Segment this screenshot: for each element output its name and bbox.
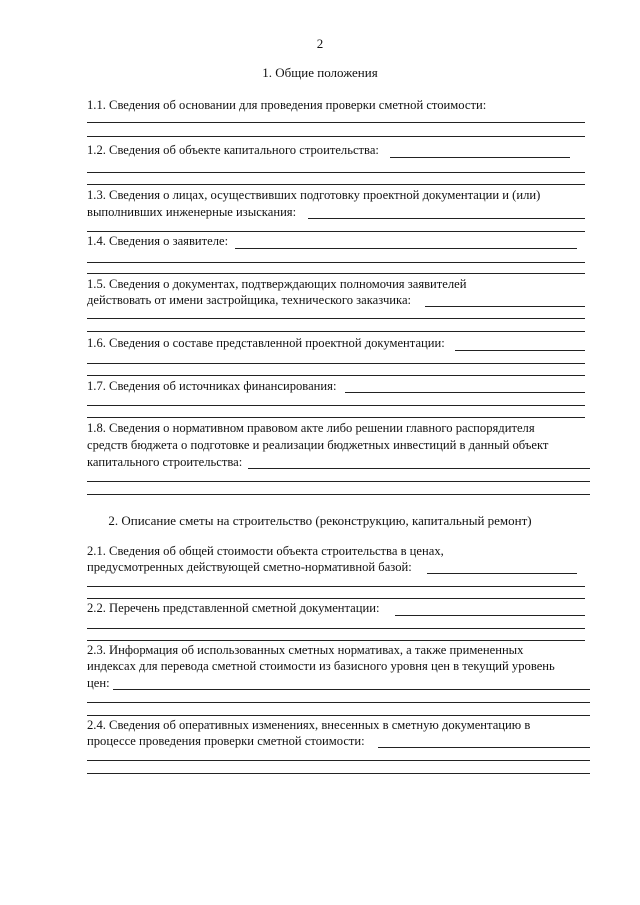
fill-line [87, 628, 585, 629]
item-1-2-label: 1.2. Сведения об объекте капитального строительства: [87, 143, 379, 157]
fill-line [87, 363, 585, 364]
fill-line [87, 598, 585, 599]
item-1-8-line2: средств бюджета о подготовке и реализации бюджетных инвестиций в данный объект [87, 438, 549, 452]
fill-line [455, 350, 585, 351]
item-2-1-line1: 2.1. Сведения об общей стоимости объекта строительства в ценах, [87, 544, 444, 558]
item-1-1-label: 1.1. Сведения об основании для проведения проверки сметной стоимости: [87, 98, 487, 112]
fill-line [87, 318, 585, 319]
fill-line [113, 689, 590, 690]
fill-line [87, 231, 585, 232]
section2-heading: 2. Описание сметы на строительство (реконструкцию, капитальный ремонт) [108, 513, 532, 528]
fill-line [87, 773, 590, 774]
fill-line [248, 468, 590, 469]
item-1-8-line3: капитального строительства: [87, 455, 243, 469]
fill-line [87, 702, 590, 703]
fill-line [87, 184, 585, 185]
fill-line [87, 122, 585, 123]
fill-line [378, 747, 590, 748]
fill-line [235, 248, 577, 249]
fill-line [425, 306, 585, 307]
fill-line [87, 586, 585, 587]
fill-line [87, 481, 590, 482]
fill-line [390, 157, 570, 158]
item-1-3-line2: выполнивших инженерные изыскания: [87, 205, 297, 219]
section1-heading: 1. Общие положения [262, 65, 378, 80]
item-1-4-label: 1.4. Сведения о заявителе: [87, 234, 229, 248]
item-1-8-line1: 1.8. Сведения о нормативном правовом акте либо решении главного распорядителя [87, 421, 535, 435]
fill-line [395, 615, 585, 616]
item-1-7-label: 1.7. Сведения об источниках финансирования: [87, 379, 337, 393]
item-2-1-line2: предусмотренных действующей сметно-нормативной базой: [87, 560, 412, 574]
fill-line [87, 405, 585, 406]
fill-line [87, 715, 590, 716]
item-1-6-label: 1.6. Сведения о составе представленной проектной документации: [87, 336, 445, 350]
fill-line [87, 375, 585, 376]
item-2-4-line2: процессе проведения проверки сметной стоимости: [87, 734, 365, 748]
item-2-3-line1: 2.3. Информация об использованных сметных нормативах, а также примененных [87, 643, 524, 657]
item-2-4-line1: 2.4. Сведения об оперативных изменениях, внесенных в сметную документацию в [87, 718, 531, 732]
fill-line [87, 640, 585, 641]
item-2-3-line3: цен: [87, 676, 110, 690]
fill-line [308, 218, 585, 219]
fill-line [345, 392, 585, 393]
fill-line [87, 172, 585, 173]
fill-line [87, 494, 590, 495]
fill-line [87, 417, 585, 418]
fill-line [87, 262, 585, 263]
item-1-3-line1: 1.3. Сведения о лицах, осуществивших подготовку проектной документации и (или) [87, 188, 541, 202]
fill-line [87, 273, 585, 274]
item-1-5-line1: 1.5. Сведения о документах, подтверждающих полномочия заявителей [87, 277, 467, 291]
item-1-5-line2: действовать от имени застройщика, технического заказчика: [87, 293, 412, 307]
fill-line [427, 573, 577, 574]
item-2-2-label: 2.2. Перечень представленной сметной документации: [87, 601, 380, 615]
fill-line [87, 331, 585, 332]
item-2-3-line2: индексах для перевода сметной стоимости из базисного уровня цен в текущий уровень [87, 659, 555, 673]
fill-line [87, 760, 590, 761]
fill-line [87, 136, 585, 137]
page-number: 2 [316, 36, 324, 51]
